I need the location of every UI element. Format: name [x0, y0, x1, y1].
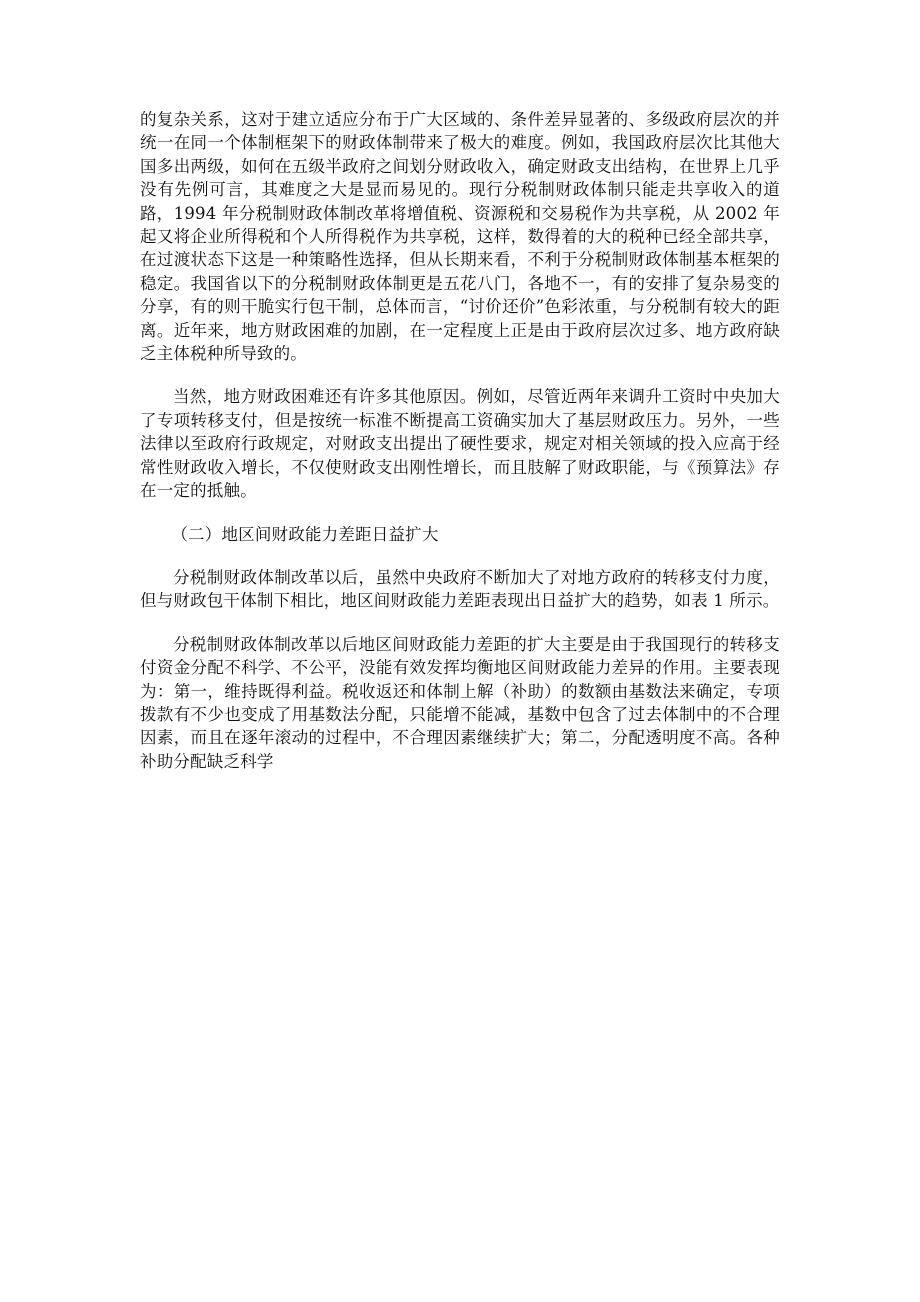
paragraph-regional-gap: 分税制财政体制改革以后，虽然中央政府不断加大了对地方政府的转移支付力度，但与财政包干体制下相比，地区间财政能力差距表现出日益扩大的趋势，如表 1 所示。 — [140, 567, 780, 611]
section-heading: （二）地区间财政能力差距日益扩大 — [171, 524, 439, 544]
paragraph-fiscal-system-complexity: 的复杂关系，这对于建立适应分布于广大区域的、条件差异显著的、多级政府层次的并统一在同一个体制框架下的财政体制带来了极大的难度。例如，我国政府层次比其他大国多出两级，如何在五级半政府之间划分财政收入，确定财政支出结构，在世界上几乎没有先例可言，其难度之大是显而易见的。现行分税制财政体制只能走共享收入的道路，1994 年分税制财政体制改革将增值税、资源税和交易税作为共享税，从 2002 年起又将企业所得税和个人所得税作为共享税，这样，数得着的大的税种已经全部共享，在过渡状态下这是一种策略性选择，但从长期来看，不利于分税制财政体制基本框架的稳定。我国省以下的分税制财政体制更是五花八门，各地不一，有的安排了复杂易变的分享，有的则干脆实行包干制，总体而言，“讨价还价”色彩浓重，与分税制有较大的距离。近年来，地方财政困难的加剧，在一定程度上正是由于政府层次过多、地方政府缺乏主体税种所导致的。 — [140, 110, 780, 364]
paragraph-transfer-payment: 分税制财政体制改革以后地区间财政能力差距的扩大主要是由于我国现行的转移支付资金分配不科学、不公平，没能有效发挥均衡地区间财政能力差异的作用。主要表现为：第一，维持既得利益。税收返还和体制上解（补助）的数额由基数法来确定，专项拨款有不少也变成了用基数法分配，只能增不能减，基数中包含了过去体制中的不合理因素，而且在逐年滚动的过程中，不合理因素继续扩大；第二，分配透明度不高。各种补助分配缺乏科学 — [140, 634, 780, 771]
paragraph-other-causes: 当然，地方财政困难还有许多其他原因。例如，尽管近两年来调升工资时中央加大了专项转移支付，但是按统一标准不断提高工资确实加大了基层财政压力。另外，一些法律以至政府行政规定，对财政支出提出了硬性要求，规定对相关领域的投入应高于经常性财政收入增长，不仅使财政支出刚性增长，而且肢解了财政职能，与《预算法》存在一定的抵触。 — [140, 387, 780, 501]
document-page — [140, 108, 780, 793]
